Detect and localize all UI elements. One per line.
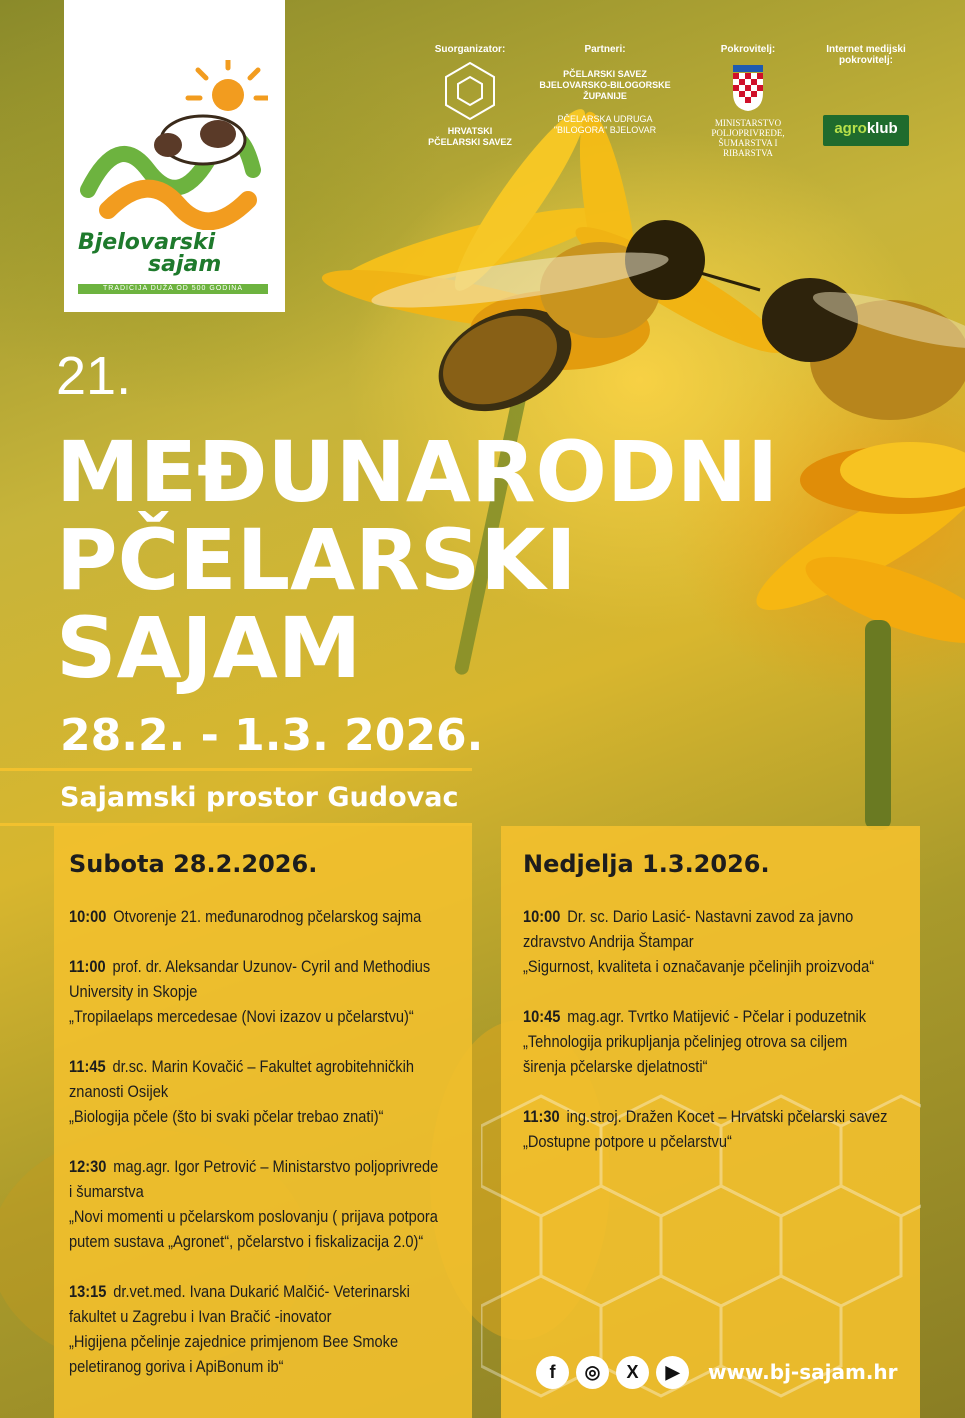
co-organizer-name: HRVATSKI PČELARSKI SAVEZ xyxy=(428,126,512,147)
schedule-text: fakultet u Zagrebu i Ivan Bračić -inovator xyxy=(69,1307,332,1326)
schedule-line xyxy=(69,1304,473,1329)
title-line-2: PČELARSKI xyxy=(56,511,577,609)
fair-dates: 28.2. - 1.3. 2026. xyxy=(60,710,484,761)
fair-venue: Sajamski prostor Gudovac xyxy=(60,782,459,813)
co-organizer-block xyxy=(425,44,515,148)
schedule-line xyxy=(69,1104,473,1129)
social-links xyxy=(536,1356,689,1389)
schedule-time: 11:45 xyxy=(69,1057,106,1076)
schedule-line xyxy=(69,1179,473,1204)
patron-name: MINISTARSTVO POLJOPRIVREDE, ŠUMARSTVA I RIBARSTVA xyxy=(711,118,785,158)
schedule-line xyxy=(69,1279,473,1304)
schedule-item xyxy=(69,1054,473,1129)
cow-sun-logo-icon xyxy=(78,60,268,230)
schedule-item xyxy=(69,1279,473,1379)
schedule-line xyxy=(69,1354,473,1379)
facebook-icon[interactable]: f xyxy=(536,1356,569,1389)
schedule-text: mag.agr. Igor Petrović – Ministarstvo poljoprivrede xyxy=(113,1157,439,1176)
website-link[interactable]: www.bj-sajam.hr xyxy=(708,1360,898,1384)
schedule-text: „Biologija pčele (što bi svaki pčelar trebao znati)“ xyxy=(69,1107,384,1126)
schedule-text: znanosti Osijek xyxy=(69,1082,169,1101)
youtube-icon[interactable]: ▶ xyxy=(656,1356,689,1389)
schedule-text: Otvorenje 21. međunarodnog pčelarskog sajma xyxy=(113,907,422,926)
schedule-text: „Higijena pčelinje zajednice primjenom Bee Smoke xyxy=(69,1332,399,1351)
saturday-events xyxy=(69,904,473,1404)
agroklub-logo-part1: agro xyxy=(834,120,867,137)
saturday-panel xyxy=(54,826,472,1418)
x-icon[interactable]: X xyxy=(616,1356,649,1389)
schedule-text: dr.vet.med. Ivana Dukarić Malčić- Veterinarski xyxy=(113,1282,410,1301)
schedule-line xyxy=(523,1054,927,1079)
honeycomb-logo-icon xyxy=(442,61,498,121)
schedule-line xyxy=(523,954,927,979)
schedule-line xyxy=(69,1054,473,1079)
schedule-time: 12:30 xyxy=(69,1157,107,1176)
schedule-time: 10:00 xyxy=(69,907,107,926)
schedule-item xyxy=(69,954,473,1029)
schedule-time: 13:15 xyxy=(69,1282,107,1301)
schedule-time: 10:00 xyxy=(523,907,561,926)
schedule-text: University in Skopje xyxy=(69,982,198,1001)
schedule-line xyxy=(523,929,927,954)
schedule-line xyxy=(69,1329,473,1354)
partner-2-name: PČELARSKA UDRUGA "BILOGORA" BJELOVAR xyxy=(553,114,657,135)
logo-tagline: TRADICIJA DUŽA OD 500 GODINA xyxy=(78,284,268,294)
sunday-panel xyxy=(501,826,920,1418)
schedule-text: „Sigurnost, kvaliteta i označavanje pčelinjih proizvoda“ xyxy=(523,957,875,976)
sunday-events xyxy=(523,904,927,1179)
schedule-line xyxy=(69,1079,473,1104)
croatian-coat-of-arms-icon xyxy=(731,63,765,113)
schedule-line xyxy=(523,1129,927,1154)
bjelovarski-sajam-logo xyxy=(64,0,285,312)
schedule-text: „Tropilaelaps mercedesae (Novi izazov u pčelarstvu)“ xyxy=(69,1007,414,1026)
schedule-line xyxy=(69,979,473,1004)
patron-heading: Pokrovitelj: xyxy=(720,44,776,55)
schedule-line xyxy=(523,904,927,929)
schedule-line xyxy=(69,1229,473,1254)
agroklub-logo xyxy=(823,115,909,146)
schedule-text: zdravstvo Andrija Štampar xyxy=(523,932,694,951)
partner-1-name: PČELARSKI SAVEZ BJELOVARSKO-BILOGORSKE ŽUPANIJE xyxy=(539,69,671,101)
schedule-text: putem sustava „Agronet“, pčelarstvo i fiskalizacija 2.0)“ xyxy=(69,1232,424,1251)
schedule-text: mag.agr. Tvrtko Matijević - Pčelar i poduzetnik xyxy=(567,1007,867,1026)
schedule-text: ing.stroj. Dražen Kocet – Hrvatski pčelarski savez xyxy=(566,1107,888,1126)
schedule-text: širenja pčelarske djelatnosti“ xyxy=(523,1057,708,1076)
patron-block xyxy=(700,44,796,158)
saturday-heading: Subota 28.2.2026. xyxy=(69,850,318,878)
schedule-text: dr.sc. Marin Kovačić – Fakultet agrobitehničkih xyxy=(112,1057,414,1076)
schedule-line xyxy=(69,954,473,979)
schedule-line xyxy=(523,1004,927,1029)
schedule-line xyxy=(523,1104,927,1129)
logo-line1: Bjelovarski xyxy=(78,230,216,255)
logo-line2: sajam xyxy=(148,252,222,277)
media-block xyxy=(826,44,906,66)
schedule-item xyxy=(69,1154,473,1254)
schedule-item xyxy=(69,904,473,929)
logo-wordmark xyxy=(78,232,278,276)
sunday-heading: Nedjelja 1.3.2026. xyxy=(523,850,770,878)
schedule-text: Dr. sc. Dario Lasić- Nastavni zavod za javno xyxy=(567,907,854,926)
schedule-text: i šumarstva xyxy=(69,1182,144,1201)
schedule-time: 10:45 xyxy=(523,1007,561,1026)
schedule-line xyxy=(69,904,473,929)
agroklub-logo-part2: klub xyxy=(866,120,898,137)
schedule-text: „Tehnologija prikupljanja pčelinjeg otrova sa ciljem xyxy=(523,1032,848,1051)
schedule-text: „Novi momenti u pčelarskom poslovanju ( prijava potpora xyxy=(69,1207,438,1226)
edition-number: 21. xyxy=(56,346,132,406)
co-organizer-heading: Suorganizator: xyxy=(434,44,506,55)
partners-block xyxy=(535,44,675,136)
schedule-text: peletiranog goriva i ApiBonum ib“ xyxy=(69,1357,284,1376)
schedule-line xyxy=(523,1029,927,1054)
schedule-line xyxy=(69,1204,473,1229)
schedule-line xyxy=(69,1004,473,1029)
schedule-text: „Dostupne potpore u pčelarstvu“ xyxy=(523,1132,732,1151)
schedule-item xyxy=(523,904,927,979)
title-line-3: SAJAM xyxy=(56,599,362,697)
title-line-1: MEĐUNARODNI xyxy=(56,423,779,521)
schedule-item xyxy=(523,1104,927,1154)
fair-title xyxy=(56,423,779,697)
partners-heading: Partneri: xyxy=(584,44,626,55)
schedule-text: prof. dr. Aleksandar Uzunov- Cyril and Methodius xyxy=(112,957,431,976)
schedule-item xyxy=(523,1004,927,1079)
schedule-time: 11:30 xyxy=(523,1107,560,1126)
schedule-time: 11:00 xyxy=(69,957,106,976)
instagram-icon[interactable]: ◎ xyxy=(576,1356,609,1389)
schedule-line xyxy=(69,1154,473,1179)
divider-rule xyxy=(0,768,472,771)
media-heading: Internet medijski pokrovitelj: xyxy=(826,44,906,66)
